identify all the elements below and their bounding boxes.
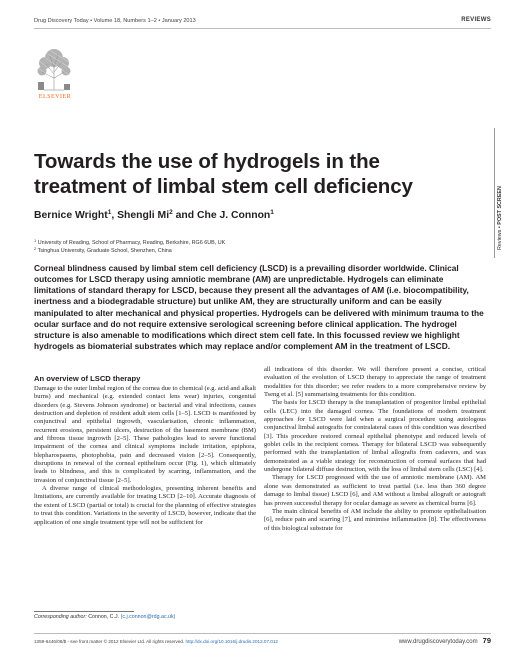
side-section-tab xyxy=(497,130,507,250)
body-paragraph: The basis for LSCD therapy is the transplantation of progenitor limbal epithelial cells (LEC) into the damaged cornea. The foundations of modern treatment approaches for LSCD were laid when a surgical procedure using autologous conjunctival limbal autografts for contralateral cases of this condition was described [3]. This procedure restored corneal epithelial phenotype and reduced levels of goblet cells in the recipient cornea. Therapy for bilateral LSCD was subsequently performed with the transplantation of limbal allografts from cadavers, and was demonstrated as a viable strategy for reconstruction of corneal surfaces that had undergone bilateral diffuse destruction, with the loss of limbal stem cells (LSC) [4]. xyxy=(264,399,486,474)
affiliation-text: University of Reading, School of Pharmacy, Reading, Berkshire, RG6 6UB, UK xyxy=(37,240,226,246)
author-separator: and xyxy=(172,210,197,221)
body-paragraph: The main clinical benefits of AM include the ability to promote epithelialisation [6], reduce pain and scarring [7], and minimise inflammation [8]. The effectiveness of this biological substrate for xyxy=(264,507,486,532)
side-divider xyxy=(494,128,495,258)
affiliation xyxy=(34,246,172,254)
body-column-left xyxy=(34,385,256,527)
elsevier-wordmark: ELSEVIER xyxy=(38,93,72,100)
body-paragraph: A diverse range of clinical methodologies, presenting inherent benefits and limitations, are currently available for treating LSCD [2–10]. Accurate diagnosis of the extent of LSCD (partial or total) is crucial for the planning of effective strategies to treat this condition. Variations in the severity of LSCD, however, indicate that the application of one single treatment type will not be sufficient for xyxy=(34,485,256,526)
side-tab-bullet: • xyxy=(497,224,503,230)
corresponding-email-link[interactable]: (c.j.connon@rdg.ac.uk) xyxy=(120,614,176,620)
footnote-divider xyxy=(34,611,134,612)
corresponding-author-note xyxy=(34,614,175,620)
body-paragraph: Therapy for LSCD progressed with the use of amniotic membrane (AM). AM alone was demonstrated as sufficient to treat partial (i.e. less than 360 degree damage to limbal tissue) LSCD [6], and AM without a limbal allograft or autograft has proven successful therapy for ocular damage as severe as chemical burns [6]. xyxy=(264,474,486,507)
body-paragraph: Damage to the outer limbal region of the cornea due to chemical (e.g. acid and alkali burns) and mechanical (e.g. extended contact lens wear) injuries, congenital disorders (e.g. Stevens Johnson syndrome) or bacterial and viral infections, causes destruction and depletion of resident adult stem cells [1–5]. LSCD is manifested by conjunctival and epithelial ingrowth, vascularisation, chronic inflammation, recurrent erosions, persistent ulcers, destruction of the basement membrane (BM) and fibrous tissue ingrowth [2–5]. These pathologies lead to severe functional impairment of the cornea and clinical symptoms include irritation, epiphora, blepharospasms, photophobia, pain and decreased vision [2–5]. Consequently, disruptions in renewal of the corneal epithelium occur (Fig. 1), which ultimately leads to blindness, and this is complicated by scarring, inflammation, and the invasion of conjunctival tissue [2–5]. xyxy=(34,385,256,484)
author-name: Che J. Connon xyxy=(196,210,271,221)
abstract xyxy=(34,263,486,352)
author-affiliation-mark: 2 xyxy=(169,209,173,216)
author-name: Shengli Mi xyxy=(117,210,170,221)
author-separator: , xyxy=(111,210,118,221)
section-label: REVIEWS xyxy=(461,17,491,23)
section-heading: An overview of LSCD therapy xyxy=(34,374,141,383)
elsevier-tree-logo xyxy=(34,44,74,92)
affiliation-mark: 1 xyxy=(34,238,37,243)
author-list xyxy=(34,209,274,221)
page-number: 79 xyxy=(482,636,491,645)
journal-website-link[interactable]: www.drugdiscoverytoday.com xyxy=(398,639,478,645)
corresponding-label: Corresponding author: xyxy=(34,614,89,620)
article-title: Towards the use of hydrogels in the treatment of limbal stem cell deficiency xyxy=(34,150,413,198)
side-tab-reviews: Reviews xyxy=(497,229,503,250)
affiliation xyxy=(34,238,225,246)
body-paragraph: all indications of this disorder. We will therefore present a concise, critical evaluation of the evolution of LSCD therapy to appreciate the range of treatment modalities for this disorder; we refer readers to a more comprehensive review by Tseng et al. [5] summarising treatments for this condition. xyxy=(264,366,486,399)
copyright-text: 1359-6446/06/$ - see front matter © 2012 Elsevier Ltd. All rights reserved. xyxy=(34,639,186,644)
footer-right xyxy=(399,636,491,645)
journal-header: Drug Discovery Today • Volume 18, Numbers 1–2 • January 2013 xyxy=(34,18,196,24)
header-divider xyxy=(34,28,491,29)
copyright-line xyxy=(34,639,278,644)
affiliation-mark: 2 xyxy=(34,246,37,251)
author-name: Bernice Wright xyxy=(34,210,108,221)
abstract-text: Corneal blindness caused by limbal stem cell deficiency (LSCD) is a prevailing disorder worldwide. Clinical outcomes for LSCD therapy using amniotic membrane (AM) are unpredictable. Hydrogels can eliminate limitations of standard therapy for LSCD, because they present all the advantages of AM (i.e. biocompatibility, inertness and a biodegradable structure) but unlike AM, they are structurally uniform and can be easily manipulated to alter mechanical and physical properties. Hydrogels can be delivered with minimum trauma to the ocular surface and do not require extensive serological screening before clinical application. The hydrogel structure is also amenable to modifications which direct stem cell fate. In this focussed review we highlight hydrogels as biomaterial substrates which may replace and/or complement AM in the treatment of LSCD. xyxy=(34,263,484,352)
doi-link[interactable]: http://dx.doi.org/10.1016/j.drudis.2012.07.012 xyxy=(185,639,278,644)
side-tab-post-screen: POST SCREEN xyxy=(497,186,503,225)
author-affiliation-mark: 1 xyxy=(270,209,274,216)
author-affiliation-mark: 1 xyxy=(107,209,112,216)
affiliation-text: Tsinghua University, Graduate School, Shenzhen, China xyxy=(37,248,172,254)
corresponding-name: Connon, C.J. xyxy=(88,614,121,620)
body-column-right xyxy=(264,366,486,533)
footer-divider xyxy=(34,633,491,634)
